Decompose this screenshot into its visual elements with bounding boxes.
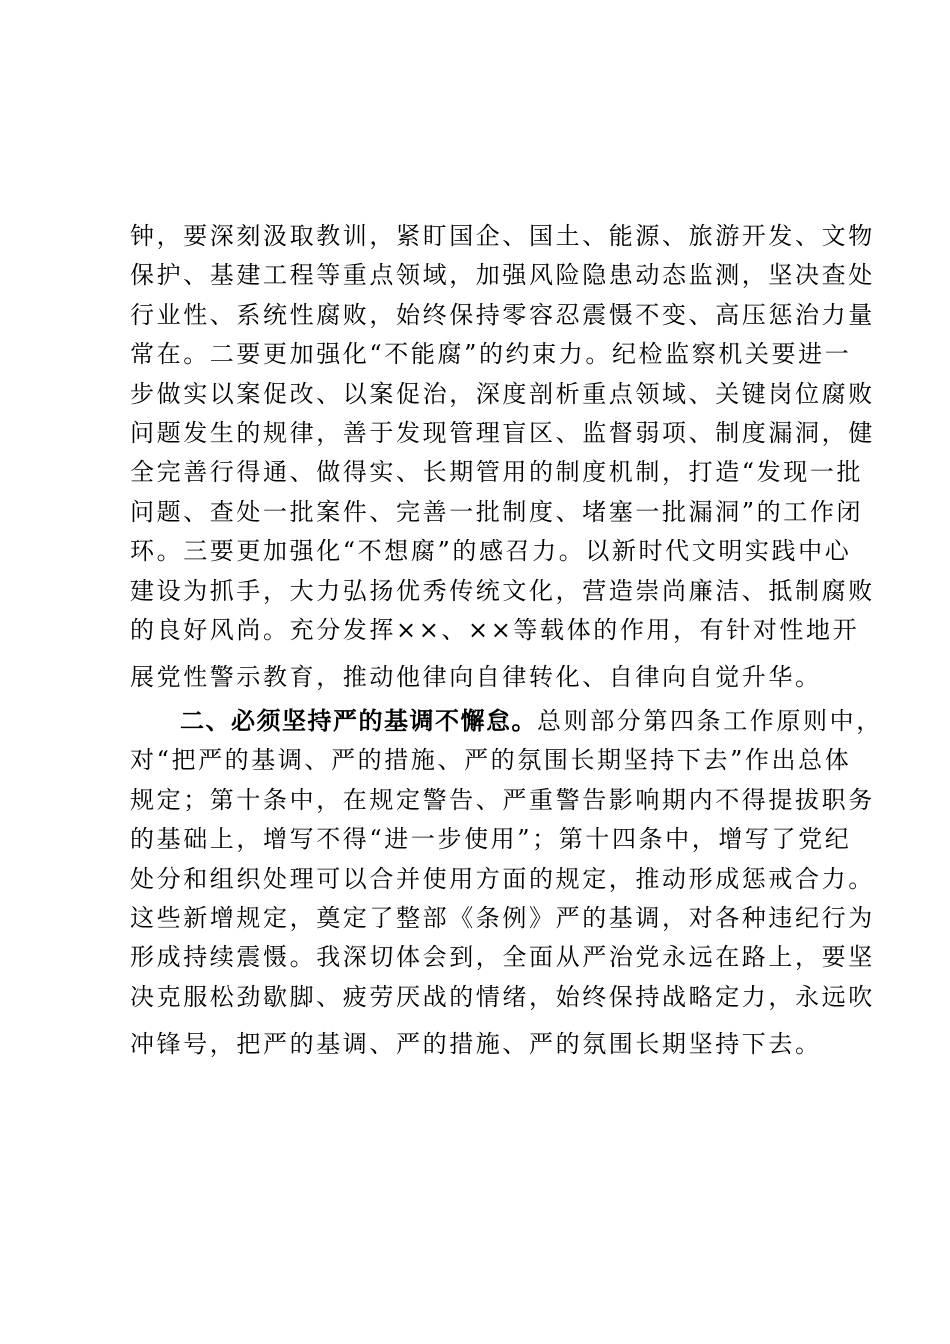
text-line: 建设为抓手，大力弘扬优秀传统文化，营造崇尚廉洁、抵制腐败 [130,576,875,605]
text-line: 全完善行得通、做得实、长期管用的制度机制，打造“发现一批 [130,458,864,487]
text-line: 步做实以案促改、以案促治，深度剖析重点领域、关键岗位腐败 [130,379,875,408]
text-line: 的良好风尚。充分发挥××、××等载体的作用，有针对性地开 [130,615,860,644]
text-line: 保护、基建工程等重点领域，加强风险隐患动态监测，坚决查处 [130,261,875,290]
section-first-line [130,702,883,741]
text-line: 处分和组织处理可以合并使用方面的规定，推动形成惩戒合力。 [130,864,875,893]
text-line: 的基础上，增写不得“进一步使用”；第十四条中，增写了党纪 [130,825,852,854]
text-line: 这些新增规定，奠定了整部《条例》严的基调，对各种违纪行为 [130,903,875,932]
text-line: 钟，要深刻汲取教训，紧盯国企、国土、能源、旅游开发、文物 [130,222,875,250]
text-line: 对“把严的基调、严的措施、严的氛围长期坚持下去”作出总体 [130,746,852,775]
paragraph-section-two [130,702,883,1065]
section-heading: 二、必须坚持严的基调不懈怠。 [180,707,537,735]
text-line: 展党性警示教育，推动他律向自律转化、自律向自觉升华。 [130,663,822,692]
text-line: 决克服松劲歇脚、疲劳厌战的情绪，始终保持战略定力，永远吹 [130,982,875,1011]
text-line: 规定；第十条中，在规定警告、严重警告影响期内不得提拔职务 [130,785,875,814]
text-line: 行业性、系统性腐败，始终保持零容忍震慑不变、高压惩治力量 [130,300,875,329]
text-line: 冲锋号，把严的基调、严的措施、严的氛围长期坚持下去。 [130,1030,822,1059]
text-line: 问题、查处一批案件、完善一批制度、堵塞一批漏洞”的工作闭 [130,497,864,526]
paragraph-continuation [130,217,875,698]
text-line: 问题发生的规律，善于发现管理盲区、监督弱项、制度漏洞，健 [130,418,875,447]
section-first-line-text: 总则部分第四条工作原则中， [537,707,883,735]
text-line: 形成持续震慑。我深切体会到，全面从严治党永远在路上，要坚 [130,943,875,972]
text-line: 常在。二要更加强化“不能腐”的约束力。纪检监察机关要进一 [130,340,852,369]
text-line: 环。三要更加强化“不想腐”的感召力。以新时代文明实践中心 [130,537,852,566]
